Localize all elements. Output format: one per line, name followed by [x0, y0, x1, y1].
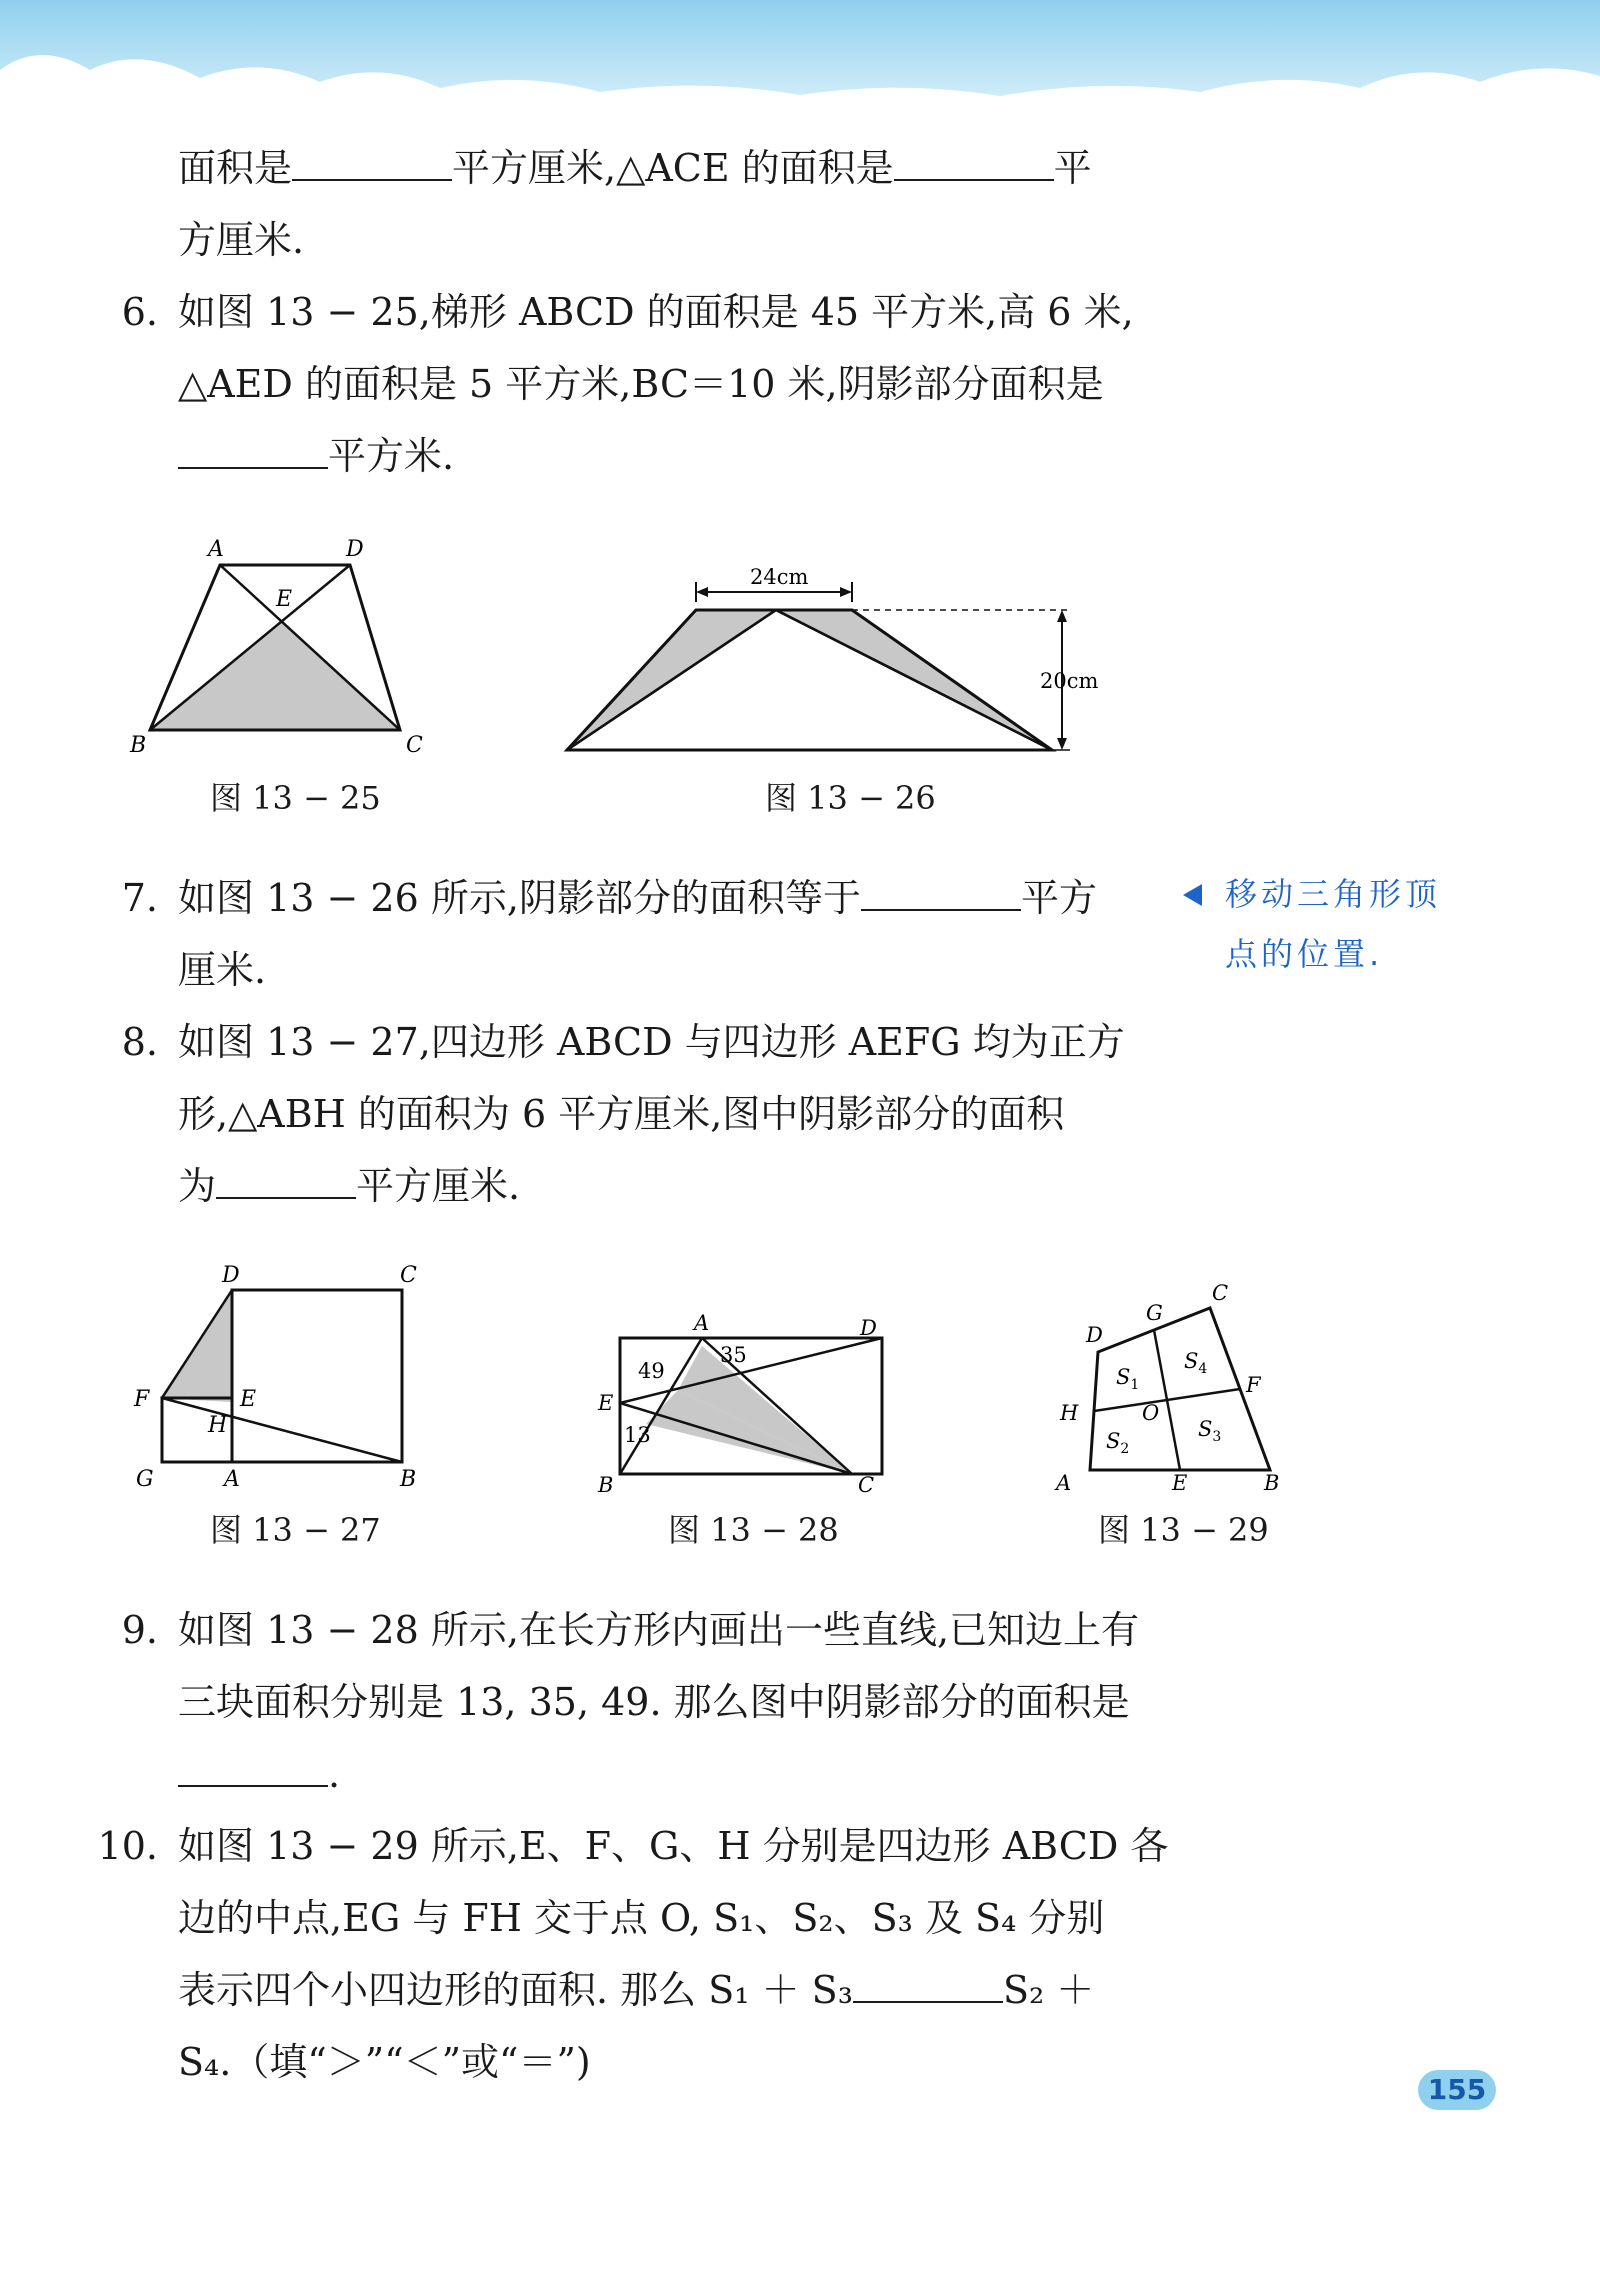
problem8-line2: 形,△ABH 的面积为 6 平方厘米,图中阴影部分的面积	[178, 1092, 1065, 1136]
problem7-text: 平方	[1020, 876, 1097, 920]
problem10-line2: 边的中点,EG 与 FH 交于点 O, S₁、S₂、S₃ 及 S₄ 分别	[178, 1896, 1105, 1940]
answer-blank[interactable]	[178, 1751, 328, 1787]
label-h: H	[1060, 1401, 1079, 1425]
label-b: B	[1264, 1471, 1280, 1495]
problem6-line2: △AED 的面积是 5 平方米,BC＝10 米,阴影部分面积是	[178, 362, 1104, 406]
problem5-line1	[178, 144, 1092, 192]
problem5-text: 平方厘米,△ACE 的面积是	[452, 146, 894, 190]
problem7-text: 如图 13 − 26 所示,阴影部分的面积等于	[178, 876, 861, 920]
label-e: E	[240, 1387, 257, 1412]
line-fb	[162, 1398, 402, 1462]
answer-blank[interactable]	[894, 145, 1054, 181]
problem5-line2: 方厘米.	[178, 218, 305, 262]
problem10-text: S₂ ＋	[1002, 1968, 1095, 2012]
label-f: F	[1246, 1373, 1261, 1397]
problem9-line1: 如图 13 − 28 所示,在长方形内画出一些直线,已知边上有	[178, 1608, 1140, 1652]
problem6-text: 平方米.	[328, 434, 455, 478]
caption-fig-13-28: 图 13 − 28	[668, 1511, 839, 1549]
figure-13-29	[1050, 1270, 1310, 1495]
height-label: 20cm	[1040, 669, 1099, 693]
problem6-line3	[178, 432, 454, 480]
problem8-line3	[178, 1162, 520, 1210]
figure-13-26	[550, 560, 1110, 760]
caption-fig-13-29: 图 13 − 29	[1098, 1511, 1269, 1549]
label-g: G	[136, 1467, 154, 1492]
problem10-number: 10.	[97, 1824, 158, 1868]
label-d: D	[1086, 1323, 1103, 1347]
label-b: B	[400, 1467, 417, 1492]
label-b: B	[130, 733, 147, 758]
area-49-label: 49	[638, 1359, 665, 1383]
problem8-text: 平方厘米.	[356, 1164, 521, 1208]
problem7-line2: 厘米.	[178, 948, 267, 992]
page-number-badge: 155	[1418, 2070, 1496, 2110]
problem9-line3	[178, 1750, 340, 1798]
problem5-text: 平	[1053, 146, 1092, 190]
label-c: C	[1212, 1281, 1229, 1305]
answer-blank[interactable]	[853, 1967, 1003, 2003]
caption-fig-13-26: 图 13 − 26	[765, 779, 936, 817]
square-abcd	[232, 1290, 402, 1462]
problem7-number: 7.	[121, 876, 158, 920]
label-a: A	[208, 537, 224, 562]
problem10-text: 表示四个小四边形的面积. 那么 S₁ ＋ S₃	[178, 1968, 853, 2012]
problem10-line1: 如图 13 − 29 所示,E、F、G、H 分别是四边形 ABCD 各	[178, 1824, 1169, 1868]
region-s2: $S_2$	[1106, 1429, 1130, 1457]
label-a: A	[694, 1311, 710, 1335]
answer-blank[interactable]	[216, 1163, 356, 1199]
region-s3: $S_3$	[1198, 1417, 1222, 1445]
answer-blank[interactable]	[178, 433, 328, 469]
arrowhead	[1057, 738, 1067, 750]
problem9-number: 9.	[121, 1608, 158, 1652]
label-d: D	[222, 1263, 240, 1288]
region-s1: $S_1$	[1116, 1365, 1140, 1393]
page-header-clouds	[0, 0, 1600, 150]
answer-blank[interactable]	[861, 875, 1021, 911]
label-a: A	[224, 1467, 240, 1492]
problem9-line2: 三块面积分别是 13, 35, 49. 那么图中阴影部分的面积是	[178, 1680, 1130, 1724]
problem6-line1: 如图 13 − 25,梯形 ABCD 的面积是 45 平方米,高 6 米,	[178, 290, 1134, 334]
problem8-line1: 如图 13 − 27,四边形 ABCD 与四边形 AEFG 均为正方	[178, 1020, 1125, 1064]
label-b: B	[598, 1473, 614, 1495]
sidenote-line2: 点的位置.	[1225, 935, 1384, 973]
label-g: G	[1146, 1301, 1163, 1325]
label-e: E	[276, 587, 293, 612]
answer-blank[interactable]	[292, 145, 452, 181]
problem6-number: 6.	[121, 290, 158, 334]
arrowhead	[696, 587, 708, 597]
label-e: E	[1172, 1471, 1188, 1495]
area-13-label: 13	[624, 1423, 651, 1447]
label-c: C	[400, 1263, 417, 1288]
arrowhead	[1057, 610, 1067, 622]
inner-line-right	[776, 610, 1052, 750]
label-c: C	[406, 733, 423, 758]
inner-line-left	[567, 610, 776, 750]
figure-13-28	[590, 1300, 890, 1495]
label-e: E	[598, 1391, 614, 1415]
label-d: D	[346, 537, 364, 562]
label-h: H	[208, 1413, 228, 1438]
region-s4: $S_4$	[1184, 1349, 1208, 1377]
figure-13-27	[120, 1260, 450, 1495]
problem10-line4: S₄.（填“＞”“＜”或“＝”)	[178, 2040, 591, 2084]
label-f: F	[134, 1387, 150, 1412]
area-35-label: 35	[720, 1343, 747, 1367]
problem9-text: .	[328, 1752, 341, 1796]
problem5-text: 面积是	[178, 146, 293, 190]
label-c: C	[858, 1473, 875, 1495]
problem10-line3	[178, 1966, 1094, 2014]
label-d: D	[860, 1316, 877, 1340]
label-a: A	[1056, 1471, 1072, 1495]
caption-fig-13-25: 图 13 − 25	[210, 779, 381, 817]
problem8-number: 8.	[121, 1020, 158, 1064]
caption-fig-13-27: 图 13 − 27	[210, 1511, 381, 1549]
width-label: 24cm	[750, 565, 809, 589]
sidenote-line1: 移动三角形顶	[1225, 875, 1442, 913]
label-o: O	[1142, 1401, 1160, 1425]
arrowhead	[840, 587, 852, 597]
problem7-line1	[178, 874, 1097, 922]
line-hf	[1094, 1389, 1240, 1411]
figure-13-25	[120, 530, 450, 760]
problem8-text: 为	[178, 1164, 217, 1208]
triangle-pointer-icon	[1180, 882, 1206, 908]
